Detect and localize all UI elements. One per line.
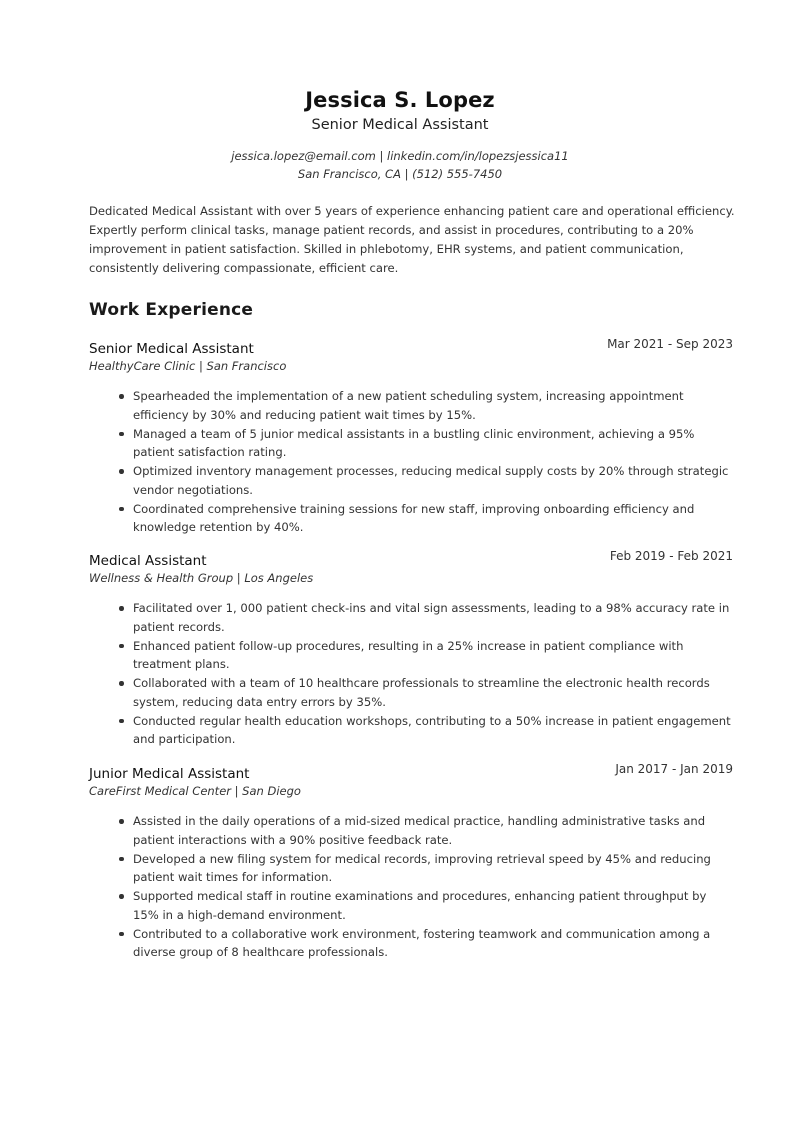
professional-summary: Dedicated Medical Assistant with over 5 years of experience enhancing patient care and operational efficiency. Expertly perform clinical tasks, manage patient records, and assist in procedures, contributing to a 20% improvement in patient satisfaction. Skilled in phlebotomy, EHR systems, and patient communication, consistently delivering compassionate, efficient care.: [89, 204, 735, 275]
job-role: Junior Medical Assistant: [89, 766, 250, 782]
job-bullet: Collaborated with a team of 10 healthcare professionals to streamline the electronic health records system, reducing data entry errors by 35%.: [89, 674, 735, 711]
job-bullet: Coordinated comprehensive training sessions for new staff, improving onboarding efficiency and knowledge retention by 40%.: [89, 500, 735, 537]
bullet-dot-icon: [119, 857, 124, 862]
candidate-name: Jessica S. Lopez: [305, 88, 495, 112]
job-bullet: Facilitated over 1, 000 patient check-ins and vital sign assessments, leading to a 98% accuracy rate in patient records.: [89, 599, 735, 636]
job-company: Wellness & Health Group | Los Angeles: [89, 571, 314, 585]
bullet-dot-icon: [119, 606, 124, 611]
job-bullet: Managed a team of 5 junior medical assistants in a bustling clinic environment, achieving a 95% patient satisfaction rating.: [89, 425, 735, 462]
job-entry: [89, 764, 735, 962]
job-dates: Feb 2019 - Feb 2021: [609, 549, 733, 563]
bullet-dot-icon: [119, 394, 124, 399]
bullet-dot-icon: [119, 681, 124, 686]
job-bullet-list: [89, 599, 735, 749]
contact-line-email-linkedin: jessica.lopez@email.com | linkedin.com/in/lopezsjessica11: [231, 149, 569, 163]
candidate-title: Senior Medical Assistant: [311, 117, 489, 133]
job-bullet-list: [89, 812, 735, 962]
job-bullet: Enhanced patient follow-up procedures, resulting in a 25% increase in patient compliance with treatment plans.: [89, 637, 735, 674]
bullet-dot-icon: [119, 894, 124, 899]
job-company: HealthyCare Clinic | San Francisco: [89, 359, 287, 373]
job-bullet: Optimized inventory management processes, reducing medical supply costs by 20% through strategic vendor negotiations.: [89, 462, 735, 499]
section-title-work-experience: Work Experience: [89, 300, 254, 320]
job-role: Senior Medical Assistant: [89, 341, 254, 357]
job-bullet: Assisted in the daily operations of a mid-sized medical practice, handling administrative tasks and patient interactions with a 90% positive feedback rate.: [89, 812, 735, 849]
contact-info: [0, 147, 800, 183]
job-bullet: Developed a new filing system for medical records, improving retrieval speed by 45% and reducing patient wait times for information.: [89, 850, 735, 887]
bullet-dot-icon: [119, 932, 124, 937]
job-entry: [89, 551, 735, 749]
job-company: CareFirst Medical Center | San Diego: [89, 784, 301, 798]
bullet-dot-icon: [119, 432, 124, 437]
bullet-dot-icon: [119, 644, 124, 649]
bullet-dot-icon: [119, 507, 124, 512]
job-bullet-list: [89, 387, 735, 537]
job-bullet: Supported medical staff in routine examinations and procedures, enhancing patient throughput by 15% in a high-demand environment.: [89, 887, 735, 924]
job-dates: Mar 2021 - Sep 2023: [607, 337, 733, 351]
job-bullet: Conducted regular health education workshops, contributing to a 50% increase in patient engagement and participation.: [89, 712, 735, 749]
bullet-dot-icon: [119, 719, 124, 724]
contact-line-location-phone: San Francisco, CA | (512) 555-7450: [297, 167, 503, 181]
job-entry: [89, 339, 735, 537]
bullet-dot-icon: [119, 469, 124, 474]
job-bullet: Spearheaded the implementation of a new patient scheduling system, increasing appointment efficiency by 30% and reducing patient wait times by 15%.: [89, 387, 735, 424]
bullet-dot-icon: [119, 819, 124, 824]
job-role: Medical Assistant: [89, 553, 207, 569]
job-dates: Jan 2017 - Jan 2019: [615, 762, 733, 776]
resume-header: [0, 86, 800, 183]
job-bullet: Contributed to a collaborative work environment, fostering teamwork and communication among a diverse group of 8 healthcare professionals.: [89, 925, 735, 962]
